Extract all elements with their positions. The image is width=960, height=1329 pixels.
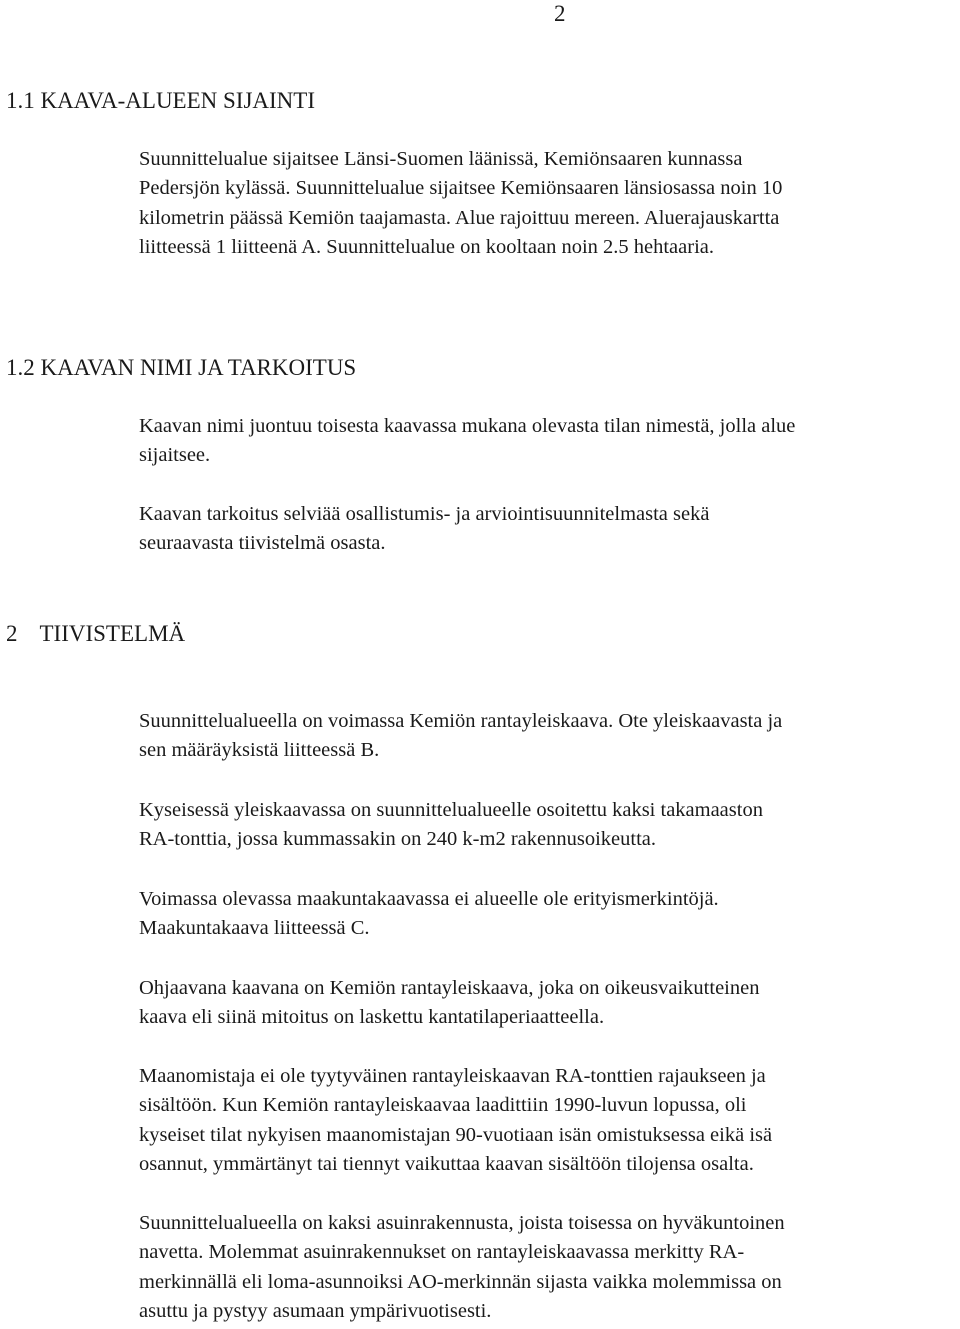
text-line: sen määräyksistä liitteessä B. bbox=[139, 739, 380, 762]
text-line: Kaavan nimi juontuu toisesta kaavassa mukana olevasta tilan nimestä, jolla alue bbox=[139, 415, 796, 437]
section-2-paragraph-1 bbox=[139, 707, 782, 766]
text-line: Kaavan tarkoitus selviää osallistumis- ja arviointisuunnitelmasta sekä bbox=[139, 503, 710, 525]
text-line: navetta. Molemmat asuinrakennukset on rantayleiskaavassa merkitty RA- bbox=[139, 1241, 745, 1264]
text-line: Maakuntakaava liitteessä C. bbox=[139, 917, 370, 940]
section-2-paragraph-3 bbox=[139, 885, 719, 944]
section-2-number: 2 bbox=[6, 621, 18, 646]
text-line: Ohjaavana kaavana on Kemiön rantayleiskaava, joka on oikeusvaikutteinen bbox=[139, 977, 760, 999]
section-1-2-heading: 1.2 KAAVAN NIMI JA TARKOITUS bbox=[6, 355, 357, 380]
text-line: sisältöön. Kun Kemiön rantayleiskaavaa laadittiin 1990-luvun lopussa, oli bbox=[139, 1094, 747, 1117]
section-2-paragraph-2 bbox=[139, 796, 763, 855]
text-line: kilometrin päässä Kemiön taajamasta. Alue rajoittuu mereen. Aluerajauskartta bbox=[139, 206, 780, 229]
text-line: Suunnittelualueella on voimassa Kemiön rantayleiskaava. Ote yleiskaavasta ja bbox=[139, 710, 783, 732]
text-line: osannut, ymmärtänyt tai tiennyt vaikuttaa kaavan sisältöön tilojensa osalta. bbox=[139, 1152, 754, 1175]
text-line: RA-tonttia, jossa kummassakin on 240 k-m2 rakennusoikeutta. bbox=[139, 828, 656, 851]
text-line: Pedersjön kylässä. Suunnittelualue sijaitsee Kemiönsaaren länsiosassa noin 10 bbox=[139, 177, 783, 200]
section-2-paragraph-6 bbox=[139, 1209, 785, 1326]
section-2-title: TIIVISTELMÄ bbox=[39, 621, 186, 646]
text-line: Suunnittelualueella on kaksi asuinrakennusta, joista toisessa on hyväkuntoinen bbox=[139, 1212, 785, 1234]
text-line: merkinnällä eli loma-asunnoiksi AO-merkinnän sijasta vaikka molemmissa on bbox=[139, 1270, 782, 1293]
section-1-1-heading: 1.1 KAAVA-ALUEEN SIJAINTI bbox=[6, 88, 315, 113]
text-line: asuttu ja pystyy asumaan ympärivuotisesti. bbox=[139, 1299, 492, 1322]
text-line: Kyseisessä yleiskaavassa on suunnittelualueelle osoitettu kaksi takamaaston bbox=[139, 799, 763, 821]
text-line: seuraavasta tiivistelmä osasta. bbox=[139, 532, 386, 555]
section-2-heading bbox=[6, 620, 185, 648]
text-line: Suunnittelualue sijaitsee Länsi-Suomen läänissä, Kemiönsaaren kunnassa bbox=[139, 148, 743, 170]
page-number: 2 bbox=[554, 1, 566, 26]
text-line: sijaitsee. bbox=[139, 444, 211, 467]
text-line: Voimassa olevassa maakuntakaavassa ei alueelle ole erityismerkintöjä. bbox=[139, 888, 719, 910]
section-1-2-paragraph-1 bbox=[139, 412, 795, 471]
section-1-2-paragraph-2 bbox=[139, 500, 709, 559]
text-line: liitteessä 1 liitteenä A. Suunnittelualue on kooltaan noin 2.5 hehtaaria. bbox=[139, 235, 715, 258]
section-2-paragraph-4 bbox=[139, 974, 759, 1033]
text-line: Maanomistaja ei ole tyytyväinen rantayleiskaavan RA-tonttien rajaukseen ja bbox=[139, 1065, 766, 1087]
section-1-1-paragraph-1 bbox=[139, 145, 782, 262]
text-line: kaava eli siinä mitoitus on laskettu kantatilaperiaatteella. bbox=[139, 1006, 605, 1029]
section-2-paragraph-5 bbox=[139, 1062, 772, 1179]
text-line: kyseiset tilat nykyisen maanomistajan 90-vuotiaan isän omistuksessa eikä isä bbox=[139, 1123, 773, 1146]
